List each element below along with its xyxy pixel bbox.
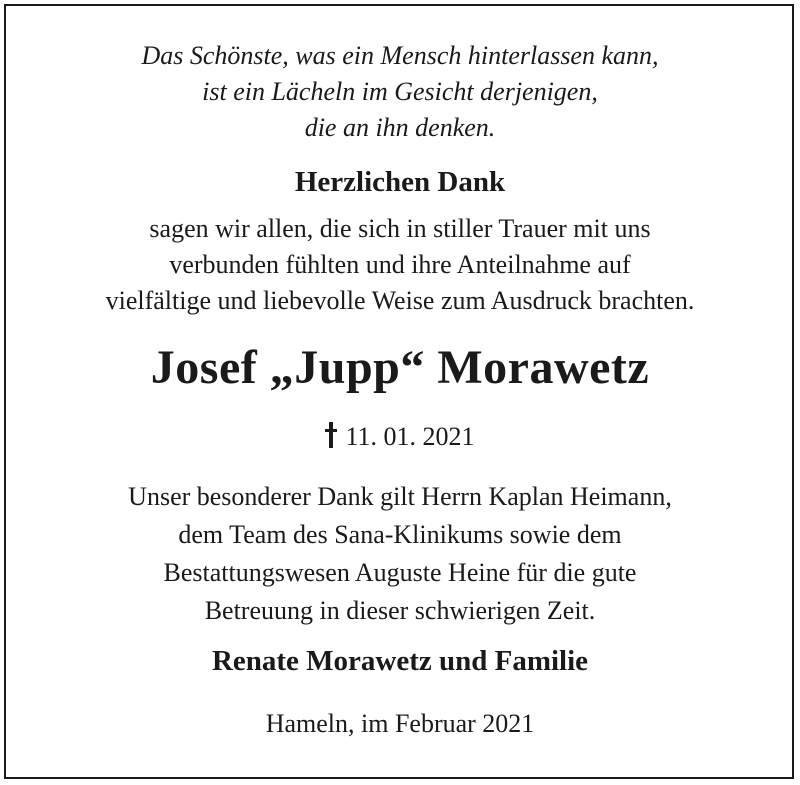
deceased-name: Josef „Jupp“ Morawetz (150, 341, 650, 394)
special-thanks-line: Unser besonderer Dank gilt Herrn Kaplan Heimann, (128, 482, 672, 511)
special-thanks-text (0, 478, 800, 630)
death-date-line (0, 420, 800, 454)
cross-icon (325, 422, 337, 448)
motto-quote (0, 38, 800, 146)
special-thanks-line: Betreuung in dieser schwierigen Zeit. (204, 596, 596, 625)
motto-line: Das Schönste, was ein Mensch hinterlassen kann, (141, 41, 659, 70)
motto-line: die an ihn denken. (304, 113, 496, 142)
special-thanks-line: Bestattungswesen Auguste Heine für die gute (163, 558, 637, 587)
signature: Renate Morawetz und Familie (211, 645, 589, 677)
thanks-line: verbunden fühlten und ihre Anteilnahme auf (169, 250, 631, 279)
place-date: Hameln, im Februar 2021 (265, 709, 535, 738)
thanks-heading: Herzlichen Dank (294, 166, 506, 198)
death-date: 11. 01. 2021 (345, 422, 475, 451)
thanks-line: sagen wir allen, die sich in stiller Trauer mit uns (149, 214, 651, 243)
thanks-line: vielfältige und liebevolle Weise zum Ausdruck brachten. (105, 286, 695, 315)
thanks-text (0, 211, 800, 319)
special-thanks-line: dem Team des Sana-Klinikums sowie dem (178, 520, 622, 549)
motto-line: ist ein Lächeln im Gesicht derjenigen, (202, 77, 598, 106)
